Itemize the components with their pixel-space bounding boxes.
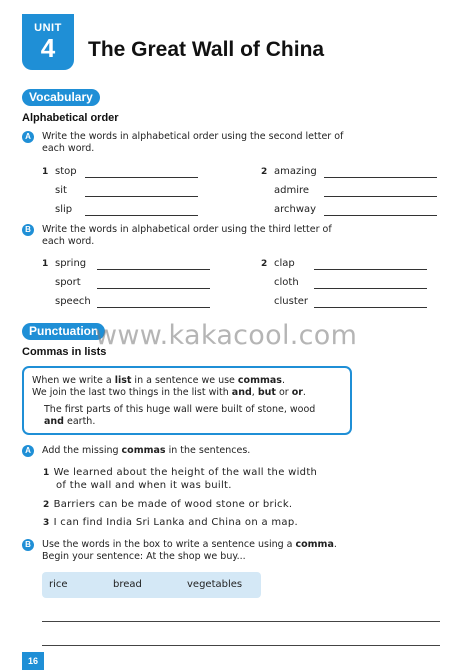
unit-badge [22, 14, 74, 70]
word-box-item: bread [113, 579, 142, 590]
vocab-a-instruction-line-2: each word. [42, 143, 95, 154]
punct-exercise-a-marker: A [22, 445, 34, 457]
word: clap [274, 258, 295, 269]
vocab-b2-row-3 [261, 295, 429, 309]
answer-blank[interactable] [324, 196, 437, 197]
answer-blank[interactable] [85, 177, 198, 178]
word-box [42, 572, 261, 598]
answer-blank[interactable] [85, 215, 198, 216]
word-box-item: rice [49, 579, 68, 590]
page-number: 16 [22, 652, 44, 670]
vocab-a-instruction [42, 131, 343, 155]
vocab-a2-row-1 [261, 165, 439, 179]
vocab-a1-row-2 [42, 184, 200, 198]
rule-line-2: We join the last two things in the list with and, but or or. [32, 387, 306, 398]
word: admire [274, 185, 310, 196]
sentence-1-line-1: 1 We learned about the height of the wall the width [43, 467, 318, 478]
rule-line-1: When we write a list in a sentence we use commas. [32, 375, 285, 386]
word: amazing [274, 166, 317, 177]
punct-b-instruction [42, 539, 337, 563]
word: slip [55, 204, 73, 215]
rule-box [22, 366, 352, 435]
unit-label: UNIT [34, 22, 62, 34]
exercise-a-marker: A [22, 131, 34, 143]
word: speech [55, 296, 91, 307]
rule-example-line-1: The first parts of this huge wall were built of stone, wood [44, 404, 316, 415]
vocab-a-instruction-line-1: Write the words in alphabetical order using the second letter of [42, 131, 344, 142]
commas-in-lists-heading: Commas in lists [22, 346, 107, 358]
vocab-b1-row-3 [42, 295, 212, 309]
word: cloth [274, 277, 299, 288]
answer-blank[interactable] [314, 307, 427, 308]
answer-blank[interactable] [97, 307, 210, 308]
punct-b-instruction-line-1: Use the words in the box to write a sentence using a comma. [42, 539, 337, 550]
word-box-item: vegetables [187, 579, 243, 590]
word: sit [55, 185, 67, 196]
answer-blank[interactable] [314, 288, 427, 289]
answer-blank[interactable] [314, 269, 427, 270]
vocab-a2-row-2 [261, 184, 439, 198]
word: stop [55, 166, 77, 177]
rule-example-line-2: and earth. [44, 416, 96, 427]
punctuation-section-label: Punctuation [22, 323, 105, 340]
sentence-2: 2 Barriers can be made of wood stone or brick. [43, 499, 293, 510]
answer-blank[interactable] [324, 177, 437, 178]
answer-blank[interactable] [85, 196, 198, 197]
alphabetical-order-heading: Alphabetical order [22, 112, 119, 124]
vocab-b1-row-1 [42, 257, 212, 271]
vocab-b-instruction-line-2: each word. [42, 236, 95, 247]
vocab-b-instruction [42, 224, 332, 248]
answer-blank[interactable] [97, 288, 210, 289]
vocab-b1-row-2 [42, 276, 212, 290]
word: spring [55, 258, 87, 269]
unit-number: 4 [40, 33, 56, 63]
vocab-b2-row-1 [261, 257, 429, 271]
punct-a-instruction: Add the missing commas in the sentences. [42, 445, 251, 456]
answer-blank[interactable] [97, 269, 210, 270]
page-title: The Great Wall of China [88, 38, 325, 61]
item-number: 2 [261, 259, 268, 269]
answer-line-1[interactable] [42, 621, 440, 622]
watermark-text: www.kakacool.com [95, 320, 358, 351]
word: sport [55, 277, 81, 288]
sentence-1-line-2: of the wall and when it was built. [56, 480, 232, 491]
vocab-b2-row-2 [261, 276, 429, 290]
punct-b-instruction-line-2: Begin your sentence: At the shop we buy... [42, 551, 246, 562]
answer-line-2[interactable] [42, 645, 440, 646]
exercise-b-marker: B [22, 224, 34, 236]
vocab-a1-row-3 [42, 203, 200, 217]
item-number: 1 [42, 259, 49, 269]
vocab-a2-row-3 [261, 203, 439, 217]
vocabulary-section-label: Vocabulary [22, 89, 100, 106]
word: cluster [274, 296, 309, 307]
item-number: 2 [261, 167, 268, 177]
item-number: 1 [42, 167, 49, 177]
vocab-b-instruction-line-1: Write the words in alphabetical order using the third letter of [42, 224, 332, 235]
sentence-3: 3 I can find India Sri Lanka and China on a map. [43, 517, 298, 528]
punct-exercise-b-marker: B [22, 539, 34, 551]
word: archway [274, 204, 317, 215]
vocab-a1-row-1 [42, 165, 200, 179]
answer-blank[interactable] [324, 215, 437, 216]
